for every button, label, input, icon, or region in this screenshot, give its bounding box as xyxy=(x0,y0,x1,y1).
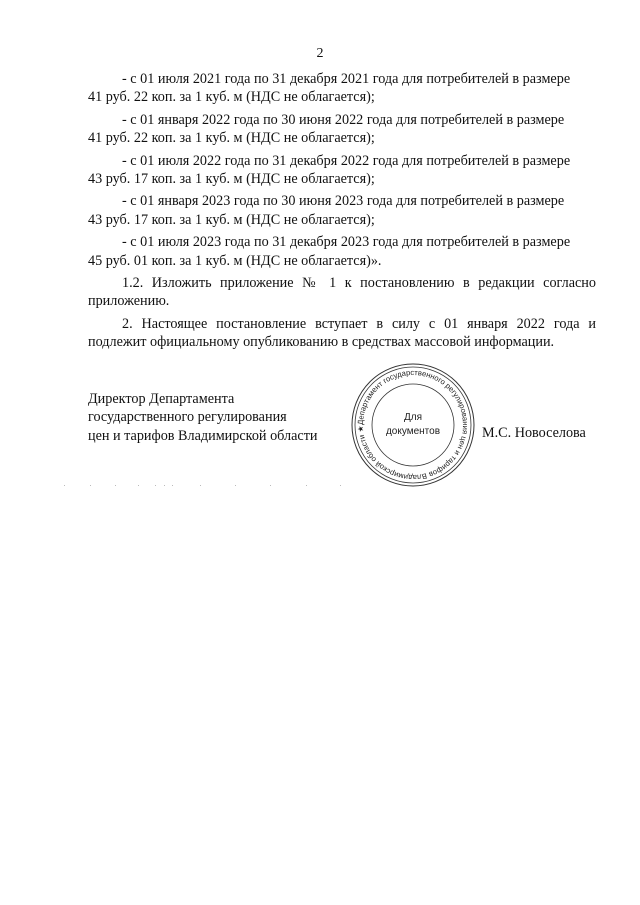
signatory-name: М.С. Новоселова xyxy=(482,425,586,441)
paragraph-2: 2. Настоящее постановление вступает в силу с 01 января 2022 года и подлежит официальному опубликованию в средствах массовой информации. xyxy=(88,315,596,351)
scan-artifact xyxy=(60,480,360,490)
list-item: - с 01 января 2023 года по 30 июня 2023 года для потребителей в размере 43 руб. 17 коп. за 1 куб. м (НДС не облагается); xyxy=(88,193,565,228)
official-seal xyxy=(350,362,476,488)
paragraph-1-2: 1.2. Изложить приложение № 1 к постановлению в редакции согласно приложению. xyxy=(88,275,596,310)
document-body xyxy=(88,70,596,356)
seal-center-line: документов xyxy=(385,426,441,437)
position-line: Директор Департамента xyxy=(88,391,235,407)
list-item: - с 01 июля 2023 года по 31 декабря 2023 года для потребителей в размере 45 руб. 01 коп. за 1 куб. м (НДС не облагается)». xyxy=(88,234,571,269)
seal-center-line: Для xyxy=(403,412,423,423)
list-item: - с 01 июля 2022 года по 31 декабря 2022 года для потребителей в размере 43 руб. 17 коп. за 1 куб. м (НДС не облагается); xyxy=(88,152,571,188)
position-line: государственного регулирования xyxy=(88,409,287,426)
signatory-position xyxy=(88,390,318,445)
seal-ring-text: Департамент государственного регулирования цен и тарифов Владимирской области ★ xyxy=(355,367,471,483)
page-number: 2 xyxy=(316,46,324,61)
list-item: - с 01 июля 2021 года по 31 декабря 2021 года для потребителей в размере 41 руб. 22 коп. за 1 куб. м (НДС не облагается); xyxy=(88,71,571,106)
list-item: - с 01 января 2022 года по 30 июня 2022 года для потребителей в размере 41 руб. 22 коп. за 1 куб. м (НДС не облагается); xyxy=(88,111,565,147)
position-line: цен и тарифов Владимирской области xyxy=(88,427,318,444)
